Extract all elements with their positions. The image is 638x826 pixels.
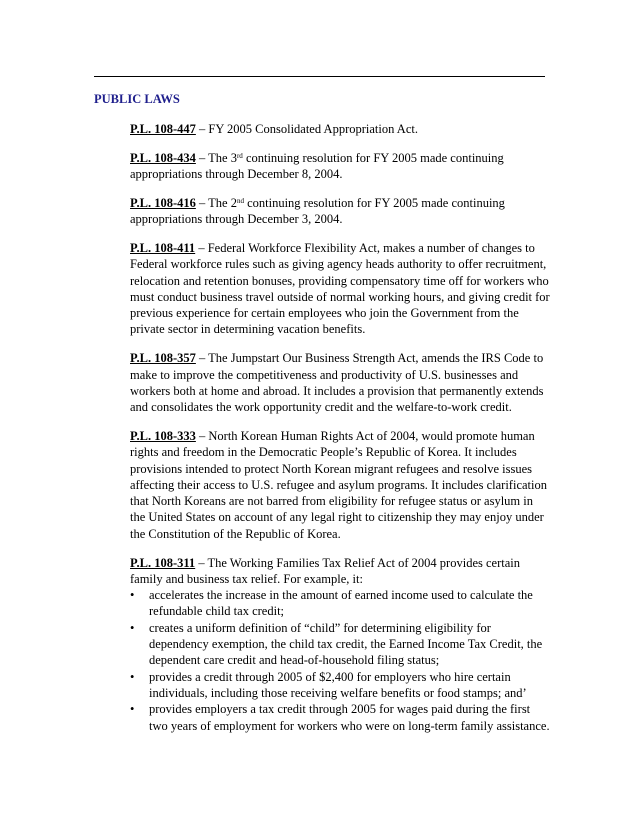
- provision-text: provides employers a tax credit through 2005 for wages paid during the first two years of employment for workers who were on long-term family assistance.: [149, 702, 550, 733]
- ordinal-suffix: rd: [236, 151, 243, 160]
- bullet-icon: •: [130, 620, 135, 635]
- dash: –: [195, 240, 208, 255]
- list-item: [130, 620, 550, 669]
- law-entry: [130, 121, 550, 137]
- law-entry: [130, 428, 550, 542]
- horizontal-rule: [94, 76, 545, 77]
- section-heading: PUBLIC LAWS: [94, 92, 180, 106]
- law-entry: [130, 150, 550, 183]
- law-entry: [130, 350, 550, 415]
- dash: –: [195, 555, 208, 570]
- law-description: FY 2005 Consolidated Appropriation Act.: [208, 122, 418, 136]
- law-id-link[interactable]: P.L. 108-416: [130, 195, 196, 210]
- law-description: The 2: [208, 195, 237, 210]
- law-entry: [130, 555, 550, 734]
- law-id-link[interactable]: P.L. 108-411: [130, 240, 196, 255]
- law-id-link[interactable]: P.L. 108-447: [130, 122, 196, 136]
- provision-bullet-list: [130, 587, 550, 734]
- bullet-icon: •: [130, 669, 135, 684]
- provision-text: accelerates the increase in the amount of earned income used to calculate the refundable child tax credit;: [149, 588, 533, 619]
- dash: –: [195, 428, 209, 443]
- dash: –: [195, 351, 209, 366]
- law-id-link[interactable]: P.L. 108-311: [130, 555, 196, 570]
- dash: –: [195, 122, 209, 136]
- dash: –: [195, 195, 209, 210]
- bullet-icon: •: [130, 702, 135, 717]
- law-id-link[interactable]: P.L. 108-333: [130, 428, 196, 443]
- provision-text: provides a credit through 2005 of $2,400 for employers who hire certain individuals, including those receiving welfare benefits or food stamps; and’: [149, 669, 527, 700]
- law-entry: [130, 240, 550, 338]
- law-id-link[interactable]: P.L. 108-434: [130, 150, 196, 165]
- law-description: The Jumpstart Our Business Strength Act, amends the IRS Code to make to improve the competitiveness and productivity of U.S. businesses and workers both at home and abroad. It includes a provision that permanently extends and consolidates the work opportunity credit and the welfare-to-work credit.: [130, 351, 544, 415]
- public-laws-list: [130, 121, 550, 746]
- bullet-icon: •: [130, 588, 135, 603]
- ordinal-suffix: nd: [236, 196, 244, 205]
- law-entry: [130, 195, 550, 228]
- law-description: Federal Workforce Flexibility Act, makes a number of changes to Federal workforce rules such as giving agency heads authority to offer recruitment, relocation and retention bonuses, providing compensatory time off for workers who must conduct business travel outside of normal working hours, and giving credit for previous experience for certain employees who join the Government from the private sector in determining vacation benefits.: [130, 240, 550, 337]
- law-description-continued: continuing resolution for FY 2005 made continuing appropriations through December 3, 2004.: [130, 195, 505, 227]
- list-item: [130, 669, 550, 702]
- law-description: The 3: [208, 150, 237, 165]
- law-id-link[interactable]: P.L. 108-357: [130, 351, 196, 366]
- provision-text: creates a uniform definition of “child” for determining eligibility for dependency exemption, the child tax credit, the Earned Income Tax Credit, the dependent care credit and head-of-household filing status;: [149, 620, 543, 668]
- dash: –: [195, 150, 209, 165]
- list-item: [130, 701, 550, 734]
- list-item: [130, 587, 550, 620]
- law-description: North Korean Human Rights Act of 2004, would promote human rights and freedom in the Democratic People’s Republic of Korea. It includes provisions intended to protect North Korean migrant refugees and resolve issues affecting their access to U.S. refugee and asylum programs. It includes clarification that North Koreans are not barred from eligibility for refugee status or asylum in the United States on account of any legal right to citizenship they may enjoy under the Constitution of the Republic of Korea.: [130, 428, 547, 541]
- law-description: The Working Families Tax Relief Act of 2004 provides certain family and business tax relief. For example, it:: [130, 555, 520, 586]
- law-description-continued: continuing resolution for FY 2005 made continuing appropriations through December 8, 2004.: [130, 150, 504, 182]
